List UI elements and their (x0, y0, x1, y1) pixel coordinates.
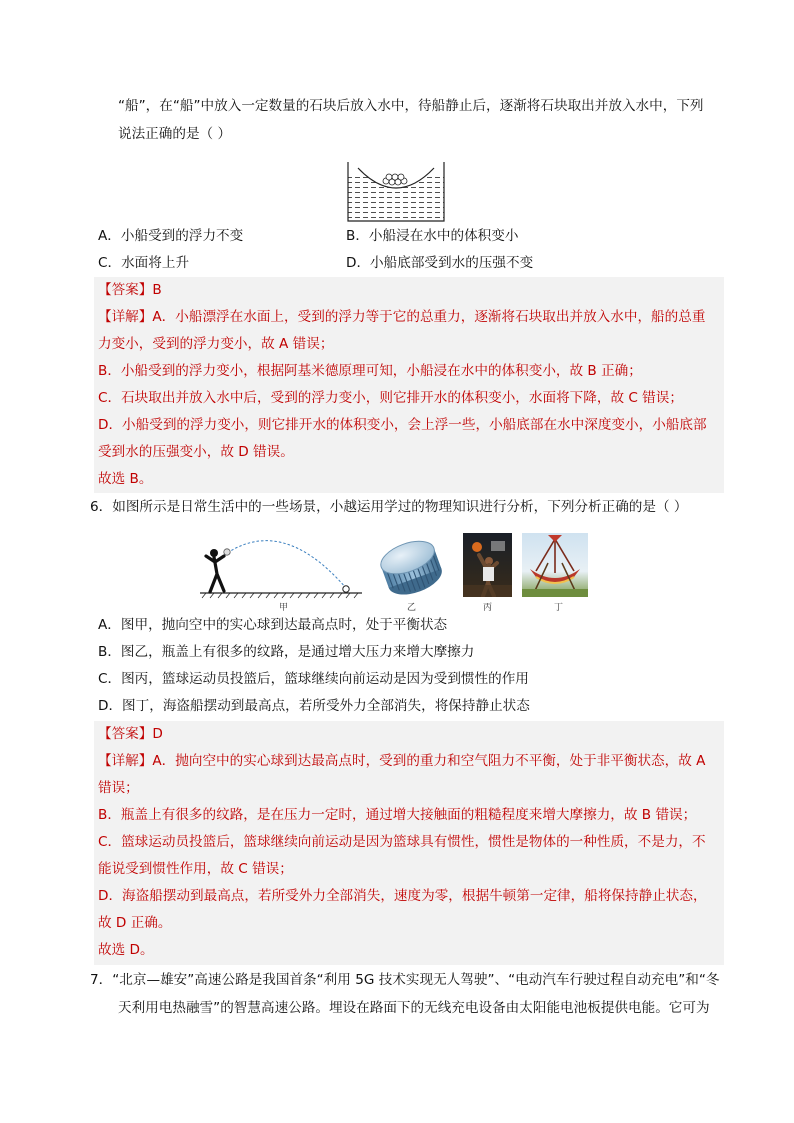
q6-stem: 6．如图所示是日常生活中的一些场景，小越运用学过的物理知识进行分析，下列分析正确的是（ ） (90, 499, 688, 515)
q5-option-a: A．小船受到的浮力不变 (98, 228, 244, 244)
q6-detail-line8: 故选 D。 (98, 942, 154, 958)
q7-stem-line2: 天利用电热融雪”的智慧高速公路。埋设在路面下的无线充电设备由太阳能电池板提供电能。它可为 (118, 1000, 710, 1016)
q5-stem-line2: 说法正确的是（ ） (118, 126, 232, 142)
q5-answer (98, 280, 162, 300)
q6-option-b: B．图乙，瓶盖上有很多的纹路，是通过增大压力来增大摩擦力 (98, 644, 475, 660)
q5-answer-label: 【答案】 (98, 282, 153, 298)
q6-answer-value: D (152, 726, 163, 742)
basketball-photo (463, 533, 512, 597)
q6-answer-label: 【答案】 (98, 726, 153, 742)
caption-bing: 丙 (483, 603, 493, 613)
q5-option-c: C．水面将上升 (98, 255, 190, 271)
q6-answer (98, 724, 163, 744)
q6-detail-line2: 错误； (98, 780, 139, 796)
q5-detail-line3: B．小船受到的浮力变小，根据阿基米德原理可知，小船浸在水中的体积变小，故 B 正确； (98, 363, 642, 379)
q6-option-a: A．图甲，抛向空中的实心球到达最高点时，处于平衡状态 (98, 617, 448, 633)
pirate-ship-photo (522, 533, 588, 597)
q5-detail-line6: 受到水的压强变小，故 D 错误。 (98, 444, 294, 460)
basketball-player-icon (463, 533, 512, 597)
q5-stem-line1: “船”，在“船”中放入一定数量的石块后放入水中，待船静止后，逐渐将石块取出并放入水中，下列 (118, 98, 704, 114)
q5-detail-label: 【详解】 (98, 309, 153, 325)
caption-jia: 甲 (279, 603, 289, 613)
q5-answer-value: B (152, 282, 162, 298)
q5-detail-line4: C．石块取出并放入水中后，受到的浮力变小，则它排开水的体积变小，水面将下降，故 C 错误； (98, 390, 683, 406)
caption-ding: 丁 (554, 603, 564, 613)
caption-yi: 乙 (407, 603, 417, 613)
q5-detail-line7: 故选 B。 (98, 471, 153, 487)
boat-in-water-figure (346, 160, 446, 222)
q5-detail-line2: 力变小，受到的浮力变小，故 A 错误； (98, 336, 334, 352)
q6-detail-line3: B．瓶盖上有很多的纹路，是在压力一定时，通过增大接触面的粗糙程度来增大摩擦力，故 B 错误； (98, 807, 697, 823)
bottle-cap-figure (377, 533, 445, 601)
pirate-ship-ride-icon (522, 533, 588, 597)
shot-put-throw-figure (200, 536, 365, 600)
q6-detail-line6: D．海盗船摆动到最高点，若所受外力全部消失，速度为零，根据牛顿第一定律，船将保持静止状态， (98, 888, 707, 904)
q5-detail-line1: 【详解】A．小船漂浮在水面上，受到的浮力等于它的总重力，逐渐将石块取出并放入水中，船的总重 (98, 309, 706, 325)
q5-option-b: B．小船浸在水中的体积变小 (346, 228, 519, 244)
q6-option-c: C．图丙，篮球运动员投篮后，篮球继续向前运动是因为受到惯性的作用 (98, 671, 529, 687)
q6-detail-line7: 故 D 正确。 (98, 915, 172, 931)
q6-detail-line4: C．篮球运动员投篮后，篮球继续向前运动是因为篮球具有惯性，惯性是物体的一种性质，不是力，不 (98, 834, 706, 850)
q6-detail-line1: 【详解】A．抛向空中的实心球到达最高点时，受到的重力和空气阻力不平衡，处于非平衡状态，故 A (98, 753, 706, 769)
q5-option-d: D．小船底部受到水的压强不变 (346, 255, 534, 271)
q6-detail-line5: 能说受到惯性作用，故 C 错误； (98, 861, 293, 877)
q6-detail-label: 【详解】 (98, 753, 153, 769)
q6-option-d: D．图丁，海盗船摆动到最高点，若所受外力全部消失，将保持静止状态 (98, 698, 530, 714)
q5-detail-line5: D．小船受到的浮力变小，则它排开水的体积变小，会上浮一些，小船底部在水中深度变小，小船底部 (98, 417, 707, 433)
q7-stem-line1: 7．“北京—雄安”高速公路是我国首条“利用 5G 技术实现无人驾驶”、“电动汽车行驶过程自动充电”和“冬 (90, 972, 720, 988)
